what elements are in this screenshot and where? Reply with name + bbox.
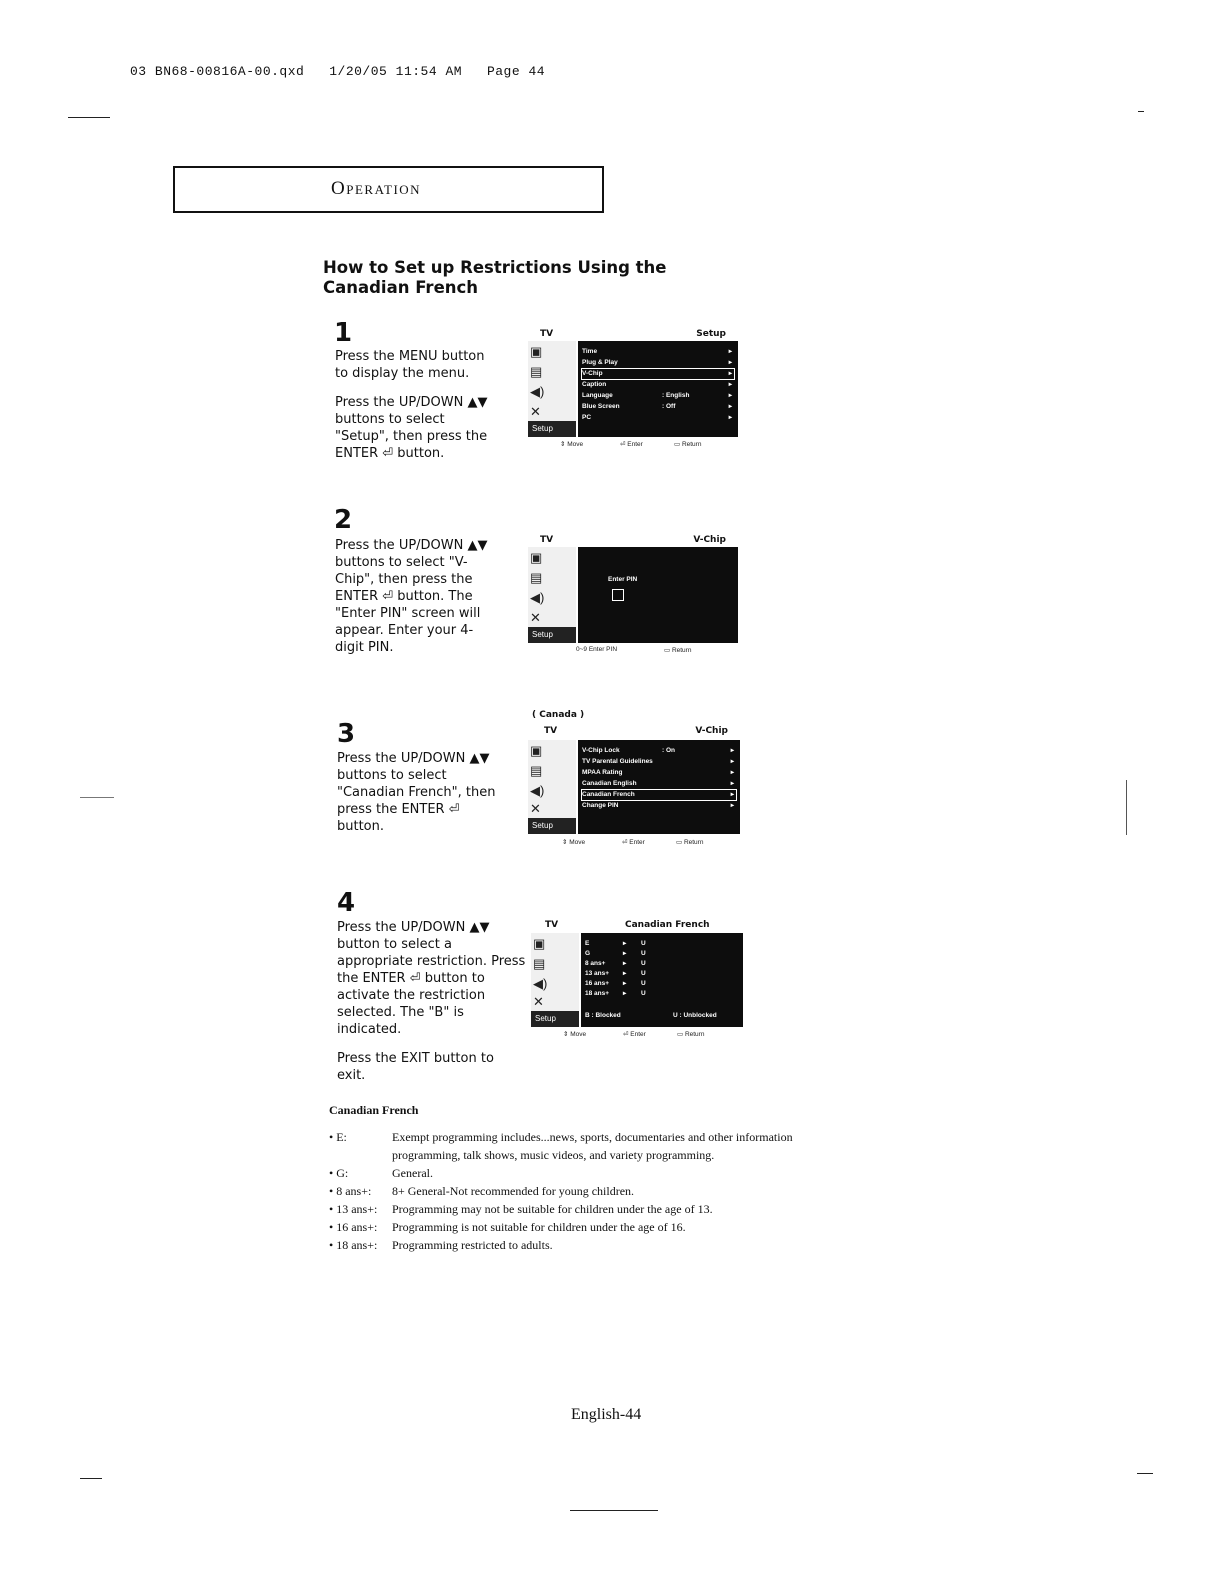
- crop-mark-bottom-left: [80, 1478, 102, 1479]
- step-number: 3: [337, 719, 356, 749]
- menu-item-canadian-french: Canadian French ▸: [582, 791, 734, 798]
- crop-mark-bottom-center: [570, 1510, 658, 1511]
- screen-right-label: Canadian French: [625, 920, 710, 930]
- crop-mark-top-left: [68, 117, 110, 118]
- screen-footer-return: ▭ Return: [674, 441, 702, 448]
- definition-text: Programming may not be suitable for children under the age of 13.: [392, 1202, 713, 1216]
- screen-footer-return: ▭ Return: [677, 1031, 705, 1038]
- pin-panel: [578, 547, 738, 643]
- rating-row-e: E ▸ U: [585, 940, 646, 947]
- enter-pin-label: Enter PIN: [608, 576, 638, 583]
- screen-footer-enter: ⏎ Enter: [622, 839, 645, 846]
- tv-screen-setup: [528, 327, 740, 452]
- menu-item-tv-parental: TV Parental Guidelines ▸: [582, 758, 734, 765]
- step-number: 4: [337, 888, 356, 918]
- definition-key: • G:: [329, 1166, 349, 1180]
- setup-tab: Setup: [531, 1011, 579, 1027]
- legend-unblocked: U : Unblocked: [673, 1012, 717, 1019]
- screen-footer-move: ⇕ Move: [560, 441, 584, 448]
- step-instructions: [335, 348, 500, 462]
- channel-icon: ▤: [530, 570, 543, 585]
- channel-icon: ▤: [530, 763, 543, 778]
- setup-tab: Setup: [528, 421, 576, 437]
- function-icon: ✕: [533, 994, 544, 1009]
- sound-icon: ◀): [530, 590, 545, 605]
- picture-icon: ▣: [530, 550, 543, 565]
- definition-key: • 8 ans+:: [329, 1184, 372, 1198]
- screen-left-label: TV: [544, 726, 558, 736]
- menu-item-language: Language : English ▸: [582, 392, 732, 399]
- menu-sidebar: [528, 547, 576, 643]
- menu-item-change-pin: Change PIN ▸: [582, 802, 734, 809]
- picture-icon: ▣: [530, 743, 543, 758]
- definition-text: Exempt programming includes...news, sports, documentaries and other information programming, talk shows, music videos, and variety programming.: [392, 1130, 793, 1162]
- screen-footer-enter: ⏎ Enter: [620, 441, 643, 448]
- step-paragraph: Press the MENU button to display the menu.: [335, 349, 485, 381]
- definition-text: General.: [392, 1166, 433, 1180]
- channel-icon: ▤: [530, 364, 543, 379]
- definition-text: Programming is not suitable for children under the age of 16.: [392, 1220, 686, 1234]
- step-instructions: [337, 750, 507, 835]
- function-icon: ✕: [530, 801, 541, 816]
- channel-icon: ▤: [533, 956, 546, 971]
- definition-key: • 13 ans+:: [329, 1202, 378, 1216]
- step-paragraph: Press the UP/DOWN ▲▼ button to select a appropriate restriction. Press the ENTER ⏎ button to activate the restriction selected. The "B" is indicated.: [337, 920, 526, 1037]
- page-heading: How to Set up Restrictions Using the Canadian French: [323, 258, 667, 297]
- menu-sidebar: [528, 740, 576, 834]
- picture-icon: ▣: [530, 344, 543, 359]
- screen-footer-return: ▭ Return: [676, 839, 704, 846]
- step-paragraph: Press the UP/DOWN ▲▼ buttons to select "Setup", then press the ENTER ⏎ button.: [335, 395, 488, 461]
- menu-item-time: Time ▸: [582, 348, 732, 355]
- rating-row-18-ans: 18 ans+ ▸ U: [585, 990, 646, 997]
- section-title: Operation: [331, 178, 422, 199]
- rating-row-16-ans: 16 ans+ ▸ U: [585, 980, 646, 987]
- pin-box: [612, 589, 624, 601]
- screen-footer-move: ⇕ Move: [563, 1031, 587, 1038]
- crop-mark-top-right: [1138, 111, 1144, 112]
- menu-item-canadian-english: Canadian English ▸: [582, 780, 734, 787]
- step-number: 2: [334, 505, 353, 535]
- screen-footer-enter: ⏎ Enter: [623, 1031, 646, 1038]
- function-icon: ✕: [530, 610, 541, 625]
- menu-item-blue-screen: Blue Screen : Off ▸: [582, 403, 732, 410]
- screen-right-label: V-Chip: [693, 535, 726, 545]
- picture-icon: ▣: [533, 936, 546, 951]
- screen-footer-return: ▭ Return: [664, 647, 692, 654]
- definition-text: Programming restricted to adults.: [392, 1238, 553, 1252]
- definition-key: • E:: [329, 1130, 347, 1144]
- menu-item-v-chip: V-Chip ▸: [582, 370, 732, 377]
- menu-panel: [578, 740, 740, 834]
- rating-row-g: G ▸ U: [585, 950, 646, 957]
- sound-icon: ◀): [530, 783, 545, 798]
- step-paragraph: Press the EXIT button to exit.: [337, 1051, 494, 1083]
- step-instructions: [335, 537, 500, 656]
- screen-footer-enter-pin: 0~9 Enter PIN: [576, 646, 618, 653]
- legend-blocked: B : Blocked: [585, 1012, 621, 1019]
- menu-item-plug-play: Plug & Play ▸: [582, 359, 732, 366]
- crop-mark-bottom-right: [1137, 1473, 1153, 1474]
- registration-mark-right: [1126, 780, 1127, 835]
- screen-region-label: ( Canada ): [532, 710, 585, 720]
- setup-tab: Setup: [528, 627, 576, 643]
- screen-left-label: TV: [540, 535, 554, 545]
- step-instructions: [337, 919, 529, 1084]
- rating-row-8-ans: 8 ans+ ▸ U: [585, 960, 646, 967]
- screen-right-label: V-Chip: [695, 726, 728, 736]
- step-paragraph: Press the UP/DOWN ▲▼ buttons to select "V-Chip", then press the ENTER ⏎ button. The "Enter PIN" screen will appear. Enter your 4-digit PIN.: [335, 538, 488, 655]
- print-header: 03 BN68-00816A-00.qxd 1/20/05 11:54 AM Page 44: [130, 64, 546, 79]
- step-paragraph: Press the UP/DOWN ▲▼ buttons to select "Canadian French", then press the ENTER ⏎ button.: [337, 751, 496, 834]
- rating-row-13-ans: 13 ans+ ▸ U: [585, 970, 646, 977]
- screen-right-label: Setup: [696, 329, 726, 339]
- rating-panel: [581, 933, 743, 1027]
- sound-icon: ◀): [533, 976, 548, 991]
- screen-footer-move: ⇕ Move: [562, 839, 586, 846]
- setup-tab: Setup: [528, 818, 576, 834]
- definitions-title: Canadian French: [329, 1103, 419, 1117]
- menu-item-mpaa: MPAA Rating ▸: [582, 769, 734, 776]
- menu-item-caption: Caption ▸: [582, 381, 732, 388]
- definition-key: • 18 ans+:: [329, 1238, 378, 1252]
- menu-item-pc: PC ▸: [582, 414, 732, 421]
- step-number: 1: [334, 318, 353, 348]
- tv-screen-v-chip: [528, 710, 742, 850]
- tv-screen-canadian-french: [531, 918, 745, 1043]
- crop-mark-left-mid: [80, 797, 114, 798]
- menu-panel: [578, 341, 738, 437]
- menu-item-v-chip-lock: V-Chip Lock : On ▸: [582, 747, 734, 754]
- screen-left-label: TV: [540, 329, 554, 339]
- function-icon: ✕: [530, 404, 541, 419]
- section-box: [173, 166, 604, 213]
- menu-sidebar: [531, 933, 579, 1027]
- definition-text: 8+ General-Not recommended for young children.: [392, 1184, 635, 1198]
- sound-icon: ◀): [530, 384, 545, 399]
- definition-key: • 16 ans+:: [329, 1220, 378, 1234]
- page-number: English-44: [571, 1406, 642, 1423]
- menu-sidebar: [528, 341, 576, 437]
- tv-screen-enter-pin: [528, 533, 740, 658]
- screen-left-label: TV: [545, 920, 559, 930]
